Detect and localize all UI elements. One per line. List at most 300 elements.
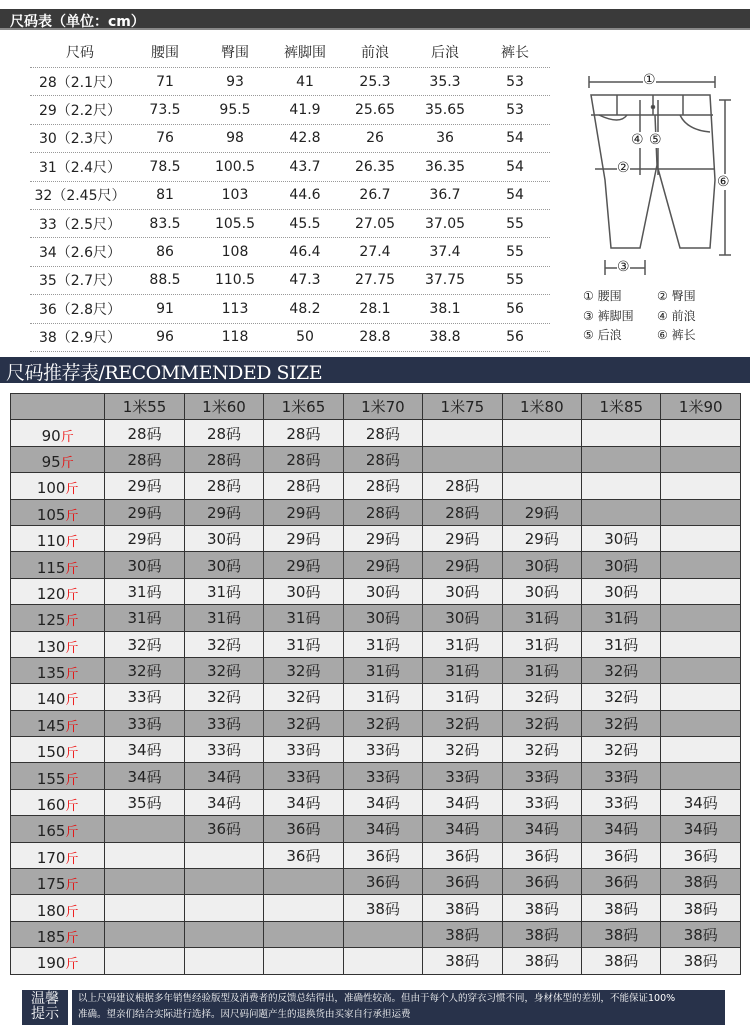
- weight-cell: [11, 789, 105, 815]
- legend-item: ③ 裤脚围: [583, 308, 634, 323]
- size-cell: [423, 420, 502, 446]
- size-cell: 28码: [184, 446, 263, 472]
- table-cell: 25.3: [359, 73, 391, 90]
- size-cell: 30码: [423, 605, 502, 631]
- size-cell: 38码: [582, 921, 661, 947]
- table-cell: 95.5: [219, 102, 251, 119]
- size-cell: 28码: [343, 473, 422, 499]
- table-cell: 35（2.7尺）: [38, 273, 122, 290]
- size-cell: 38码: [582, 895, 661, 921]
- size-cell: 29码: [502, 499, 581, 525]
- column-header: 臀围: [221, 44, 249, 61]
- pants-diagram: [575, 70, 745, 284]
- legend-item: ⑥ 裤长: [657, 328, 696, 342]
- weight-unit: 斤: [65, 878, 79, 894]
- table-cell: 38（2.9尺）: [38, 330, 122, 347]
- mark-4: ④: [631, 132, 644, 148]
- table-cell: 33（2.5尺）: [38, 216, 122, 233]
- size-cell: 29码: [105, 525, 184, 551]
- size-cell: 38码: [661, 869, 741, 895]
- mark-1: ①: [643, 72, 656, 88]
- table-cell: 28（2.1尺）: [38, 74, 122, 91]
- column-header: 裤脚围: [284, 44, 326, 61]
- size-cell: [184, 948, 263, 974]
- recommended-size-table: [10, 393, 741, 975]
- table-cell: 54: [506, 158, 524, 175]
- height-header: 1米65: [264, 394, 343, 420]
- table-cell: 53: [506, 73, 524, 90]
- table-cell: 98: [226, 130, 244, 147]
- table-cell: 78.5: [149, 158, 181, 175]
- weight-value: 145: [36, 716, 66, 735]
- size-cell: [582, 499, 661, 525]
- table-row: [11, 446, 741, 472]
- size-cell: 29码: [264, 499, 343, 525]
- table-cell: 38.1: [429, 300, 461, 317]
- size-cell: [105, 895, 184, 921]
- table-row: [30, 210, 550, 238]
- weight-value: 165: [36, 822, 66, 841]
- size-cell: [423, 446, 502, 472]
- weight-cell: [11, 473, 105, 499]
- size-cell: 31码: [423, 657, 502, 683]
- size-cell: [184, 869, 263, 895]
- weight-unit: 斤: [65, 561, 79, 577]
- table-cell: 44.6: [289, 187, 321, 204]
- table-cell: 54: [506, 187, 524, 204]
- weight-cell: [11, 499, 105, 525]
- size-cell: [661, 657, 741, 683]
- size-cell: 36码: [184, 816, 263, 842]
- table-row: [11, 657, 741, 683]
- size-cell: 38码: [343, 895, 422, 921]
- table-cell: 26.7: [359, 187, 391, 204]
- size-cell: [343, 948, 422, 974]
- table-row: [30, 182, 550, 210]
- weight-value: 185: [36, 928, 66, 946]
- size-cell: [264, 948, 343, 974]
- weight-cell: [11, 710, 105, 736]
- size-cell: 33码: [502, 763, 581, 789]
- table-cell: 47.3: [289, 272, 321, 289]
- weight-value: 170: [36, 848, 66, 867]
- table-cell: 29（2.2尺）: [38, 103, 122, 120]
- table-cell: 55: [506, 272, 524, 289]
- size-cell: [582, 420, 661, 446]
- table-row: [11, 842, 741, 868]
- size-cell: [582, 473, 661, 499]
- size-cell: 30码: [343, 605, 422, 631]
- table-cell: 26.35: [354, 158, 396, 175]
- table-cell: 45.5: [289, 215, 321, 232]
- table-row: [11, 420, 741, 446]
- height-header: 1米80: [502, 394, 581, 420]
- size-cell: 33码: [343, 737, 422, 763]
- size-cell: 33码: [582, 789, 661, 815]
- table-cell: 27.4: [359, 244, 391, 261]
- size-cell: 36码: [264, 842, 343, 868]
- size-cell: [661, 446, 741, 472]
- size-cell: 30码: [184, 525, 263, 551]
- table-cell: 46.4: [289, 244, 321, 261]
- size-cell: 36码: [582, 842, 661, 868]
- table-row: [11, 895, 741, 921]
- weight-cell: [11, 657, 105, 683]
- tip-label-line: 提示: [31, 1006, 59, 1022]
- size-cell: 31码: [502, 605, 581, 631]
- size-cell: 29码: [343, 525, 422, 551]
- table-row: [11, 816, 741, 842]
- size-cell: 36码: [423, 869, 502, 895]
- size-cell: [661, 763, 741, 789]
- column-header: 前浪: [361, 44, 389, 61]
- size-cell: 32码: [423, 710, 502, 736]
- size-cell: 36码: [582, 869, 661, 895]
- size-cell: 31码: [343, 684, 422, 710]
- table-cell: 36.35: [424, 158, 466, 175]
- weight-value: 180: [36, 901, 66, 920]
- size-cell: 29码: [184, 499, 263, 525]
- size-table: [30, 36, 550, 352]
- size-cell: 38码: [661, 921, 741, 947]
- size-cell: [661, 710, 741, 736]
- weight-value: 95: [41, 452, 61, 471]
- table-row: [30, 153, 550, 181]
- tip-label: [22, 990, 68, 1025]
- size-cell: [661, 499, 741, 525]
- table-cell: 100.5: [214, 158, 256, 175]
- size-cell: 38码: [661, 895, 741, 921]
- size-cell: 33码: [264, 763, 343, 789]
- size-cell: 30码: [582, 552, 661, 578]
- size-cell: 33码: [582, 763, 661, 789]
- table-row: [11, 869, 741, 895]
- table-row: [11, 605, 741, 631]
- size-cell: 32码: [184, 631, 263, 657]
- size-cell: 31码: [423, 631, 502, 657]
- size-cell: 36码: [343, 842, 422, 868]
- weight-value: 130: [36, 637, 66, 656]
- table-cell: 55: [506, 244, 524, 261]
- size-cell: 31码: [264, 605, 343, 631]
- size-cell: 32码: [105, 631, 184, 657]
- size-cell: 31码: [502, 657, 581, 683]
- size-cell: 36码: [502, 869, 581, 895]
- table-cell: 31（2.4尺）: [38, 159, 122, 176]
- size-cell: 38码: [582, 948, 661, 974]
- size-cell: 29码: [264, 525, 343, 551]
- size-cell: [105, 869, 184, 895]
- size-cell: [661, 737, 741, 763]
- weight-value: 90: [41, 426, 61, 445]
- size-cell: [661, 605, 741, 631]
- size-cell: 34码: [105, 763, 184, 789]
- column-header: 尺码: [66, 44, 94, 61]
- table-cell: 108: [221, 244, 249, 261]
- size-cell: 31码: [184, 578, 263, 604]
- size-cell: 38码: [502, 921, 581, 947]
- size-cell: 28码: [264, 420, 343, 446]
- table-cell: 76: [156, 130, 174, 147]
- table-cell: 37.05: [424, 215, 466, 232]
- table-cell: 91: [156, 300, 174, 317]
- table-cell: 36: [436, 130, 454, 147]
- weight-value: 125: [36, 611, 66, 630]
- weight-unit: 斤: [65, 799, 79, 815]
- size-cell: 32码: [502, 710, 581, 736]
- size-cell: 38码: [502, 895, 581, 921]
- size-cell: 33码: [105, 710, 184, 736]
- weight-unit: 斤: [65, 931, 79, 946]
- weight-cell: [11, 763, 105, 789]
- size-cell: 32码: [343, 710, 422, 736]
- size-cell: 34码: [264, 789, 343, 815]
- size-cell: 28码: [423, 499, 502, 525]
- size-cell: 36码: [343, 869, 422, 895]
- size-cell: [184, 842, 263, 868]
- weight-unit: 斤: [65, 640, 79, 656]
- table-cell: 113: [221, 300, 249, 317]
- table-cell: 27.05: [354, 215, 396, 232]
- recommended-title: 尺码推荐表/RECOMMENDED SIZE: [0, 357, 750, 383]
- table-row: [11, 684, 741, 710]
- size-cell: 34码: [343, 816, 422, 842]
- size-cell: 28码: [343, 446, 422, 472]
- table-row: [30, 68, 550, 96]
- corner-cell: [11, 394, 105, 420]
- column-header: 腰围: [151, 44, 179, 61]
- tip-box: [22, 990, 725, 1025]
- weight-value: 155: [36, 769, 66, 788]
- size-cell: 36码: [264, 816, 343, 842]
- table-cell: 42.8: [289, 130, 321, 147]
- size-cell: 32码: [582, 737, 661, 763]
- size-cell: [502, 446, 581, 472]
- table-cell: 26: [366, 130, 384, 147]
- weight-unit: 斤: [65, 957, 79, 973]
- size-cell: 31码: [582, 605, 661, 631]
- size-cell: 33码: [423, 763, 502, 789]
- tip-label-line: 温馨: [31, 991, 59, 1007]
- size-cell: 32码: [582, 710, 661, 736]
- weight-cell: [11, 631, 105, 657]
- size-cell: 38码: [423, 895, 502, 921]
- weight-unit: 斤: [65, 482, 79, 498]
- size-cell: [661, 552, 741, 578]
- weight-cell: [11, 948, 105, 974]
- weight-value: 120: [36, 584, 66, 603]
- size-cell: [661, 473, 741, 499]
- table-cell: 83.5: [149, 215, 181, 232]
- size-cell: [661, 684, 741, 710]
- size-cell: 32码: [105, 657, 184, 683]
- weight-unit: 斤: [65, 693, 79, 709]
- weight-value: 150: [36, 743, 66, 762]
- size-cell: 34码: [661, 789, 741, 815]
- table-row: [30, 238, 550, 266]
- size-cell: [184, 895, 263, 921]
- size-cell: 38码: [423, 948, 502, 974]
- size-cell: 31码: [343, 631, 422, 657]
- size-cell: [105, 948, 184, 974]
- size-cell: [661, 420, 741, 446]
- table-cell: 56: [506, 300, 524, 317]
- weight-unit: 斤: [65, 904, 79, 920]
- weight-unit: 斤: [65, 508, 79, 524]
- legend-item: ② 臀围: [657, 289, 696, 303]
- table-cell: 50: [296, 329, 314, 346]
- weight-value: 110: [36, 532, 66, 551]
- table-row: [11, 578, 741, 604]
- size-cell: 28码: [105, 420, 184, 446]
- size-cell: 28码: [343, 420, 422, 446]
- size-cell: 33码: [105, 684, 184, 710]
- weight-unit: 斤: [60, 455, 74, 471]
- table-row: [30, 96, 550, 124]
- table-cell: 71: [156, 73, 174, 90]
- mark-2: ②: [617, 160, 630, 176]
- size-cell: 30码: [184, 552, 263, 578]
- size-cell: 36码: [661, 842, 741, 868]
- size-cell: 31码: [184, 605, 263, 631]
- size-cell: 33码: [502, 789, 581, 815]
- size-cell: [661, 578, 741, 604]
- table-cell: 56: [506, 329, 524, 346]
- table-cell: 81: [156, 187, 174, 204]
- size-cell: 33码: [184, 710, 263, 736]
- table-cell: 54: [506, 130, 524, 147]
- table-cell: 103: [221, 187, 249, 204]
- table-cell: 34（2.6尺）: [38, 245, 122, 262]
- weight-cell: [11, 552, 105, 578]
- table-cell: 27.75: [354, 272, 396, 289]
- weight-unit: 斤: [65, 535, 79, 551]
- size-cell: 30码: [105, 552, 184, 578]
- table-cell: 86: [156, 244, 174, 261]
- size-cell: 31码: [582, 631, 661, 657]
- size-cell: 28码: [184, 420, 263, 446]
- table-cell: 93: [226, 73, 244, 90]
- size-cell: [105, 816, 184, 842]
- size-cell: 31码: [502, 631, 581, 657]
- size-cell: 29码: [105, 473, 184, 499]
- size-cell: 34码: [502, 816, 581, 842]
- table-row: [30, 125, 550, 153]
- weight-value: 115: [36, 558, 66, 577]
- weight-cell: [11, 578, 105, 604]
- size-cell: 32码: [502, 684, 581, 710]
- size-cell: 34码: [105, 737, 184, 763]
- table-cell: 30（2.3尺）: [38, 131, 122, 148]
- weight-value: 140: [36, 690, 66, 709]
- weight-cell: [11, 921, 105, 947]
- table-cell: 96: [156, 329, 174, 346]
- table-cell: 35.65: [424, 102, 466, 119]
- legend-item: ④ 前浪: [657, 308, 696, 323]
- size-cell: 33码: [264, 737, 343, 763]
- size-cell: [264, 869, 343, 895]
- table-cell: 35.3: [429, 73, 461, 90]
- table-row: [11, 710, 741, 736]
- table-cell: 55: [506, 215, 524, 232]
- table-cell: 41.9: [289, 102, 321, 119]
- size-cell: 28码: [105, 446, 184, 472]
- weight-value: 175: [36, 875, 66, 894]
- table-cell: 37.75: [424, 272, 466, 289]
- size-cell: [105, 921, 184, 947]
- table-row: [11, 631, 741, 657]
- size-cell: 29码: [343, 552, 422, 578]
- table-cell: 110.5: [214, 272, 256, 289]
- weight-cell: [11, 816, 105, 842]
- table-row: [11, 473, 741, 499]
- size-cell: 28码: [423, 473, 502, 499]
- column-header: 裤长: [501, 44, 529, 61]
- weight-unit: 斤: [65, 587, 79, 603]
- table-cell: 25.65: [354, 102, 396, 119]
- height-header: 1米75: [423, 394, 502, 420]
- size-cell: 30码: [502, 552, 581, 578]
- size-cell: 35码: [105, 789, 184, 815]
- size-cell: [343, 921, 422, 947]
- size-cell: 32码: [423, 737, 502, 763]
- table-cell: 48.2: [289, 300, 321, 317]
- weight-value: 135: [36, 664, 66, 683]
- size-cell: 36码: [423, 842, 502, 868]
- size-cell: 31码: [423, 684, 502, 710]
- size-cell: 32码: [582, 657, 661, 683]
- recommended-header-row: [11, 394, 741, 420]
- table-cell: 41: [296, 73, 314, 90]
- weight-value: 100: [36, 479, 66, 498]
- table-cell: 28.1: [359, 300, 391, 317]
- size-table-title: 尺码表（单位：cm）: [0, 9, 750, 30]
- size-cell: [264, 895, 343, 921]
- size-cell: 29码: [105, 499, 184, 525]
- size-cell: 29码: [264, 552, 343, 578]
- size-cell: 32码: [184, 684, 263, 710]
- size-cell: 34码: [343, 789, 422, 815]
- mark-3: ③: [617, 259, 630, 275]
- size-cell: 31码: [105, 605, 184, 631]
- size-cell: 38码: [423, 921, 502, 947]
- size-cell: [105, 842, 184, 868]
- table-row: [11, 763, 741, 789]
- table-cell: 88.5: [149, 272, 181, 289]
- size-table-header: [30, 36, 550, 68]
- table-cell: 36.7: [429, 187, 461, 204]
- tip-text-line: 准确。望亲们结合实际进行选择。因尺码问题产生的退换货由买家自行承担运费: [78, 1009, 411, 1020]
- table-cell: 105.5: [214, 215, 256, 232]
- size-cell: 34码: [661, 816, 741, 842]
- height-header: 1米60: [184, 394, 263, 420]
- weight-cell: [11, 842, 105, 868]
- size-cell: 28码: [343, 499, 422, 525]
- weight-unit: 斤: [65, 614, 79, 630]
- table-cell: 53: [506, 102, 524, 119]
- table-row: [11, 789, 741, 815]
- weight-unit: 斤: [65, 746, 79, 762]
- weight-cell: [11, 895, 105, 921]
- weight-unit: 斤: [60, 429, 74, 445]
- table-row: [30, 295, 550, 323]
- height-header: 1米90: [661, 394, 741, 420]
- table-row: [11, 499, 741, 525]
- size-cell: 34码: [582, 816, 661, 842]
- size-cell: 34码: [423, 789, 502, 815]
- table-cell: 38.8: [429, 329, 461, 346]
- size-cell: 30码: [264, 578, 343, 604]
